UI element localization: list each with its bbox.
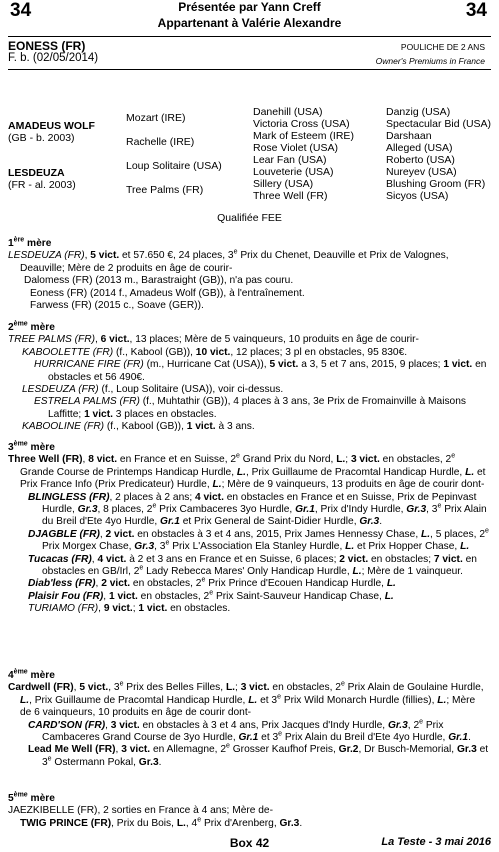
produce-line: Eoness (FR) (2014 f., Amadeus Wolf (GB)), à l'entraînement.: [30, 287, 305, 299]
first-dam-section: [8, 238, 489, 312]
horse-type: POULICHE DE 2 ANS: [400, 42, 485, 52]
produce-line: Farwess (FR) (2015 c., Soave (GER)).: [30, 300, 204, 312]
g3-ancestor: Sicyos (USA): [386, 190, 449, 202]
produce-line: LESDEUZA (FR) (f., Loup Solitaire (USA)), voir ci-dessus.: [22, 384, 284, 396]
g3-ancestor: Darshaan: [386, 130, 432, 142]
fifth-dam-section: [8, 793, 489, 830]
g2-ancestor: Mark of Esteem (IRE): [253, 130, 354, 142]
dam-record: TREE PALMS (FR), 6 vict., 13 places; Mère de 5 vainqueurs, 10 produits en âge de courir-: [8, 334, 419, 346]
produce-line: DJAGBLE (FR), 2 vict. en obstacles à 3 et 4 ans, 2015, Prix James Hennessy Chase, L., 5 places, 2e Prix Morgex Chase, Gr.3, 3e Prix L'Association Ela Stanley Hurdle, L. et Prix Hopper Chase, L.: [28, 527, 489, 553]
sale-venue-date: La Teste - 3 mai 2016: [381, 836, 491, 848]
fourth-dam-section: [8, 670, 489, 769]
section-heading: 3ème mère: [8, 440, 55, 453]
produce-line: ESTRELA PALMS (FR) (f., Muhtathir (GB)), 4 places à 3 ans, 3e Prix de Fromainville à Maisons Laffitte; 1 vict. 3 places en obstacles.: [34, 396, 466, 420]
produce-line: Lead Me Well (FR), 3 vict. en Allemagne, 2e Grosser Kaufhof Preis, Gr.2, Dr Busch-Memorial, Gr.3 et 3e Ostermann Pokal, Gr.3.: [28, 743, 489, 768]
horse-info: F. b. (02/05/2014): [8, 52, 99, 64]
g2-ancestor: Danehill (USA): [253, 106, 323, 118]
owner-premiums: Owner's Premiums in France: [375, 56, 485, 66]
consignor-title: Présentée par Yann Creff: [178, 0, 321, 14]
second-dam-section: [8, 322, 489, 434]
produce-line: KABOOLETTE (FR) (f., Kabool (GB)), 10 vict., 12 places; 3 pl en obstacles, 95 830€.: [22, 346, 408, 358]
horse-name: EONESS (FR): [8, 39, 86, 53]
produce-line: Diab'less (FR), 2 vict. en obstacles, 2e Prix Prince d'Ecouen Handicap Hurdle, L.: [28, 577, 396, 590]
g3-ancestor: Danzig (USA): [386, 106, 451, 118]
dam-record: Three Well (FR), 8 vict. en France et en Suisse, 2e Grand Prix du Nord, L.; 3 vict. en obstacles, 2e Grande Course de Printemps Handicap Hurdle, L., Prix Guillaume de Pracomtal Handicap Hurdle, L. et Prix France Info (Prix Predicateur) Hurdle, L.; Mère de 9 vainqueurs, 13 produits en âge de courir dont-: [8, 453, 486, 491]
produce-line: TURIAMO (FR), 9 vict.; 1 vict. en obstacles.: [28, 603, 231, 615]
owner-subtitle: Appartenant à Valérie Alexandre: [157, 16, 342, 30]
produce-line: CARD'SON (FR), 3 vict. en obstacles à 3 et 4 ans, Prix Jacques d'Indy Hurdle, Gr.3, 2e Prix Cambaceres Grand Course de 3yo Hurdle, Gr.1 et 3e Prix Alain du Breil d'Ete 4yo Hurdle, Gr.1.: [28, 718, 471, 744]
sire-name: AMADEUS WOLF: [8, 120, 95, 132]
dam-sire: Loup Solitaire (USA): [126, 160, 222, 172]
section-heading: 4ème mère: [8, 668, 55, 681]
g3-ancestor: Alleged (USA): [386, 142, 453, 154]
dam-name: LESDEUZA: [8, 167, 65, 179]
produce-line: HURRICANE FIRE (FR) (m., Hurricane Cat (USA)), 5 vict. a 3, 5 et 7 ans, 2015, 9 places; 1 vict. en obstacles et 56 490€.: [34, 359, 487, 383]
dam-record: JAEZKIBELLE (FR), 2 sorties en France à 4 ans; Mère de-: [8, 805, 273, 817]
g2-ancestor: Victoria Cross (USA): [253, 118, 350, 130]
granddam: Rachelle (IRE): [126, 136, 195, 148]
qualification: Qualifiée FEE: [217, 212, 282, 224]
section-heading: 1ère mère: [8, 236, 52, 249]
g2-ancestor: Louveterie (USA): [253, 166, 334, 178]
produce-line: Dalomess (FR) (2013 m., Barastraight (GB)), n'a pas couru.: [24, 275, 294, 287]
g2-ancestor: Rose Violet (USA): [253, 142, 339, 154]
produce-line: Plaisir Fou (FR), 1 vict. en obstacles, 2e Prix Saint-Sauveur Handicap Chase, L.: [28, 589, 394, 602]
lot-number-left: 34: [10, 0, 32, 21]
g2-ancestor: Three Well (FR): [253, 190, 328, 202]
produce-line: BLINGLESS (FR), 2 places à 2 ans; 4 vict. en obstacles en France et en Suisse, Prix de Pepinvast Hurdle, Gr.3, 8 places, 2e Prix Cambaceres 3yo Hurdle, Gr.1, Prix d'Indy Hurdle, Gr.3, 3e Prix Alain du Breil d'Ete 4yo Hurdle, Gr.1 et Prix General de Saint-Didier Hurdle, Gr.3.: [28, 491, 487, 528]
grandsire: Mozart (IRE): [126, 112, 186, 124]
produce-line: KABOOLINE (FR) (f., Kabool (GB)), 1 vict. à 3 ans.: [22, 421, 255, 433]
sire-info: (GB - b. 2003): [8, 132, 75, 144]
section-heading: 5ème mère: [8, 791, 55, 804]
dam-dam: Tree Palms (FR): [126, 184, 204, 196]
g3-ancestor: Blushing Groom (FR): [386, 178, 486, 190]
header-rule: [8, 36, 491, 37]
dam-info: (FR - al. 2003): [8, 179, 76, 191]
dam-record: LESDEUZA (FR), 5 vict. et 57.650 €, 24 places, 3e Prix du Chenet, Deauville et Prix de Valognes, Deauville; Mère de 2 produits en âge de courir-: [8, 249, 449, 274]
section-heading: 2ème mère: [8, 320, 55, 333]
g3-ancestor: Spectacular Bid (USA): [386, 118, 492, 130]
produce-line: TWIG PRINCE (FR), Prix du Bois, L., 4e Prix d'Arenberg, Gr.3.: [20, 816, 303, 829]
horse-rule: [8, 69, 491, 70]
g2-ancestor: Lear Fan (USA): [253, 154, 327, 166]
produce-line: Tucacas (FR), 4 vict. à 2 et 3 ans en France et en Suisse, 6 places; 2 vict. en obstacles; 7 vict. en obstacles en GB/Irl, 2e Lady Rebecca Mares' Only Handicap Hurdle, L.; Mère de 1 vainqueur.: [28, 553, 477, 578]
third-dam-section: [8, 442, 489, 616]
dam-record: Cardwell (FR), 5 vict., 3e Prix des Belles Filles, L.; 3 vict. en obstacles, 2e Prix Alain de Goulaine Hurdle, L., Prix Guillaume de Pracomtal Handicap Hurdle, L. et 3e Prix Wild Monarch Hurdle (fillies), L.; Mère de 6 vainqueurs, 10 produits en âge de courir dont-: [8, 681, 484, 719]
box-number: Box 42: [229, 836, 270, 850]
g2-ancestor: Sillery (USA): [253, 178, 314, 190]
lot-number-right: 34: [465, 0, 487, 21]
g3-ancestor: Nureyev (USA): [386, 166, 457, 178]
g3-ancestor: Roberto (USA): [386, 154, 455, 166]
